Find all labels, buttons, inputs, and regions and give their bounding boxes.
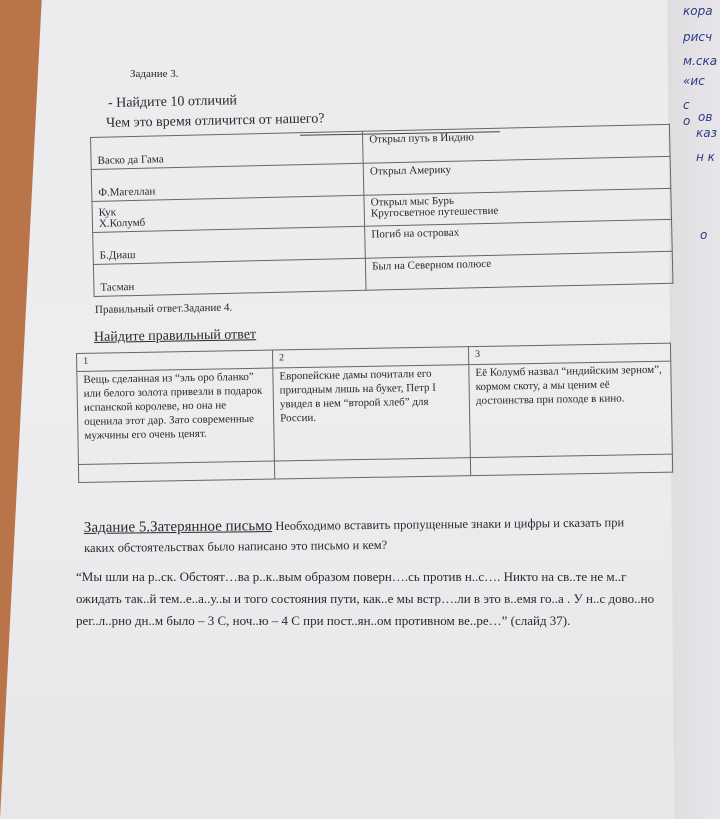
task4-heading: Найдите правильный ответ bbox=[93, 327, 257, 345]
lost-letter-text: “Мы шли на р..ск. Обстоят…ва р..к..вым образом поверн….сь против н..с…. Никто на св..те не м..г ожидать так..й тем..е..а..у..ы и того состояния пути, как..е мы встр….ли в это в..емя го..а . У н..с дово..но рег..л..рно дн..м было – 3 С, ноч..ю – 4 С при пост..ян..ом противном ве..ре…” (слайд 37). bbox=[76, 569, 655, 628]
task3-question: Чем это время отличится от нашего? bbox=[105, 111, 325, 131]
table-cell: Ф.Магеллан bbox=[91, 163, 364, 201]
table-cell: Европейские дамы почитали его пригодным лишь на букет, Петр I увидел в нем “второй хлеб” для России. bbox=[273, 365, 471, 461]
side-note-text: ов bbox=[698, 110, 713, 124]
table-cell: Тасман bbox=[93, 258, 366, 296]
side-note-text: кора bbox=[683, 4, 713, 18]
side-note-text: н к bbox=[696, 150, 715, 164]
task3-heading: - Найдите 10 отличий bbox=[107, 93, 238, 111]
task3-number: Задание 3. bbox=[130, 68, 179, 80]
side-note-text: с bbox=[683, 98, 690, 112]
task4-table bbox=[76, 343, 673, 483]
cell-line: Кругосветное путешествие bbox=[370, 204, 499, 220]
table-cell: Васко да Гама bbox=[91, 131, 364, 169]
task5-block bbox=[84, 512, 644, 558]
task5-instruction: Необходимо вставить пропущенные знаки и цифры и сказать при каких обстоятельствах было написано это письмо и кем? bbox=[84, 515, 625, 555]
side-note-text: м.ска bbox=[683, 54, 718, 68]
table-cell: Её Колумб назвал “индийским зерном”, кормом скоту, а мы ценим её достоинства при походе в кино. bbox=[469, 362, 673, 458]
table-cell: Погиб на островах bbox=[365, 220, 673, 259]
cell-line: Х.Колумб bbox=[98, 217, 146, 231]
table-cell: Был на Северном полюсе bbox=[365, 252, 673, 291]
side-note-text: каз bbox=[696, 126, 717, 140]
table-cell: Открыл путь в Индию bbox=[363, 124, 671, 163]
side-note-text: рисч bbox=[683, 30, 713, 44]
table-cell: Вещь сделанная из “эль оро бланко” или белого золота привезли в подарок испанской королеве, но она не оценила этот дар. Зато современные мужчины его очень ценят. bbox=[77, 368, 275, 464]
cell-line: Кук bbox=[98, 206, 117, 220]
task4-caption: Правильный ответ.Задание 4. bbox=[94, 301, 233, 316]
task3-table bbox=[90, 124, 673, 297]
column-number: 1 bbox=[77, 350, 273, 372]
table-cell: Открыл Америку bbox=[363, 156, 671, 195]
task5-title: Задание 5.Затерянное письмо bbox=[83, 518, 273, 537]
table-cell bbox=[78, 461, 274, 483]
table-cell bbox=[274, 457, 470, 479]
table-row bbox=[77, 362, 673, 464]
side-note-text: «ис bbox=[683, 74, 705, 88]
cell-line: Открыл мыс Бурь bbox=[370, 194, 455, 209]
table-cell bbox=[470, 454, 672, 476]
table-cell: Б.Диаш bbox=[93, 227, 366, 265]
column-number: 3 bbox=[468, 343, 670, 365]
column-number: 2 bbox=[272, 347, 468, 369]
side-note-text: о bbox=[700, 228, 708, 242]
side-note-text: о bbox=[683, 114, 691, 128]
